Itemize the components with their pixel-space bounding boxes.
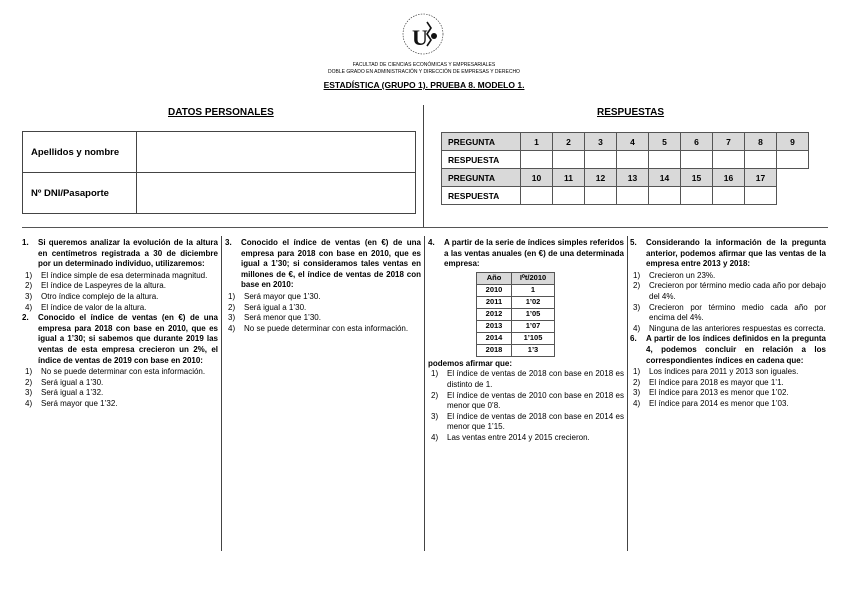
- question-1: [22, 238, 218, 270]
- question-2: [22, 313, 218, 366]
- question-number-label: 3.: [225, 238, 232, 247]
- table-cell: 2014: [477, 332, 512, 344]
- table-cell: 1’07: [512, 320, 555, 332]
- table-cell: 1’05: [512, 308, 555, 320]
- answer-cell[interactable]: [553, 151, 585, 169]
- university-logo: [400, 12, 446, 56]
- table-cell: 1’3: [512, 344, 555, 356]
- column-1: [22, 238, 218, 410]
- question-4: [428, 238, 624, 270]
- answer-cell[interactable]: [713, 187, 745, 205]
- table-cell: 1: [512, 284, 555, 296]
- column-divider: [627, 236, 628, 551]
- option-text: El índice de ventas de 2018 con base en 2014 es menor que 1’15.: [447, 411, 624, 432]
- table-header: I⁰t/2010: [512, 272, 555, 284]
- pregunta-label: PREGUNTA: [442, 133, 521, 151]
- answer-cell[interactable]: [617, 187, 649, 205]
- question-3: [225, 238, 421, 291]
- question-number: 2: [553, 133, 585, 151]
- option-text: Será igual a 1’32.: [41, 388, 104, 398]
- empty-cell: [777, 187, 809, 205]
- question-number: 3: [585, 133, 617, 151]
- question-number: 13: [617, 169, 649, 187]
- option-item: 1) El índice de ventas de 2018 con base en 2018 es distinto de 1.: [431, 369, 624, 389]
- question-stem: Si queremos analizar la evolución de la altura en centímetros registrada a 30 de diciembre por un determinado individuo, utilizaremos:: [38, 238, 218, 269]
- question-number: 14: [649, 169, 681, 187]
- answer-cell[interactable]: [521, 187, 553, 205]
- table-cell: 1’105: [512, 332, 555, 344]
- column-2: [225, 238, 421, 334]
- option-item: 3) Crecieron por término medio cada año por encima del 4%.: [633, 302, 826, 323]
- pregunta-label: PREGUNTA: [442, 169, 521, 187]
- question-number-label: 4.: [428, 238, 435, 247]
- question-number: 11: [553, 169, 585, 187]
- option-text: Será igual a 1’30.: [41, 377, 104, 387]
- option-item: 2) El índice de Laspeyres de la altura.: [25, 281, 166, 291]
- answer-cell[interactable]: [713, 151, 745, 169]
- question-continuation: podemos afirmar que:: [428, 358, 513, 368]
- option-text: El índice para 2013 es menor que 1’02.: [649, 388, 789, 398]
- option-item: 4) Ninguna de las anteriores respuestas es correcta.: [633, 323, 826, 333]
- option-text: Será menor que 1’30.: [244, 313, 321, 323]
- question-number: 6: [681, 133, 713, 151]
- question-number: 1: [521, 133, 553, 151]
- option-item: 4) Las ventas entre 2014 y 2015 crecieron.: [431, 432, 590, 442]
- answer-cell[interactable]: [649, 187, 681, 205]
- table-cell: 2011: [477, 296, 512, 308]
- question-number: 15: [681, 169, 713, 187]
- question-number: 4: [617, 133, 649, 151]
- option-item: 3) Otro índice complejo de la altura.: [25, 291, 159, 301]
- personal-data-table: [22, 131, 416, 214]
- name-label: Apellidos y nombre: [23, 132, 137, 173]
- option-text: El índice para 2018 es mayor que 1’1.: [649, 377, 784, 387]
- personal-data-title: DATOS PERSONALES: [168, 107, 274, 118]
- answer-cell[interactable]: [745, 151, 777, 169]
- answer-cell[interactable]: [681, 187, 713, 205]
- table-cell: 1’02: [512, 296, 555, 308]
- option-item: 1) Los índices para 2011 y 2013 son iguales.: [633, 367, 799, 377]
- question-number: 7: [713, 133, 745, 151]
- degree-name: DOBLE GRADO EN ADMINISTRACIÓN Y DIRECCIÓN DE EMPRESAS Y DERECHO: [328, 69, 520, 75]
- exam-title: ESTADÍSTICA (GRUPO 1). PRUEBA 8. MODELO 1.: [323, 80, 525, 90]
- option-item: 3) El índice de ventas de 2018 con base en 2014 es menor que 1’15.: [431, 411, 624, 432]
- option-text: El índice para 2014 es menor que 1’03.: [649, 398, 789, 408]
- question-number: 9: [777, 133, 809, 151]
- question-stem: A partir de los índices definidos en la pregunta 4, podemos concluir en relación a los correspondientes índices en cadena que:: [646, 334, 826, 365]
- option-text: El índice de ventas de 2018 con base en 2018 es distinto de 1.: [447, 369, 624, 389]
- table-cell: 2012: [477, 308, 512, 320]
- option-text: Será mayor que 1’32.: [41, 398, 118, 408]
- answer-cell[interactable]: [521, 151, 553, 169]
- option-item: 3) Será igual a 1’32.: [25, 388, 104, 398]
- option-item: 3) El índice para 2013 es menor que 1’02.: [633, 388, 789, 398]
- option-item: 4) Será mayor que 1’32.: [25, 398, 118, 408]
- option-text: Será mayor que 1’30.: [244, 291, 321, 301]
- table-header: Año: [477, 272, 512, 284]
- column-divider: [424, 236, 425, 551]
- option-text: Crecieron por término medio cada año por encima del 4%.: [649, 302, 826, 323]
- option-item: 4) No se puede determinar con esta información.: [228, 323, 409, 333]
- table-cell: 2013: [477, 320, 512, 332]
- question-number: 8: [745, 133, 777, 151]
- id-field[interactable]: [137, 173, 416, 214]
- option-text: Ninguna de las anteriores respuestas es correcta.: [649, 323, 826, 333]
- respuesta-label: RESPUESTA: [442, 151, 521, 169]
- question-number: 12: [585, 169, 617, 187]
- question-number: 16: [713, 169, 745, 187]
- option-text: No se puede determinar con esta información.: [244, 323, 409, 333]
- answers-table: [441, 132, 809, 205]
- answer-cell[interactable]: [681, 151, 713, 169]
- question-6: [630, 334, 826, 366]
- faculty-name: FACULTAD DE CIENCIAS ECONÓMICAS Y EMPRESARIALES: [352, 62, 496, 68]
- section-divider: [423, 105, 424, 227]
- column-4: [630, 238, 826, 410]
- option-item: 3) Será menor que 1’30.: [228, 313, 321, 323]
- empty-cell: [777, 169, 809, 187]
- name-field[interactable]: [137, 132, 416, 173]
- table-cell: 2018: [477, 344, 512, 356]
- option-item: 1) No se puede determinar con esta información.: [25, 367, 206, 377]
- question-number: 10: [521, 169, 553, 187]
- option-item: 1) El índice simple de esa determinada magnitud.: [25, 270, 208, 280]
- answer-cell[interactable]: [777, 151, 809, 169]
- svg-text:U: U: [412, 25, 428, 50]
- answer-cell[interactable]: [585, 187, 617, 205]
- question-stem: A partir de la serie de índices simples referidos a las ventas anuales (en €) de una determinada empresa:: [444, 238, 624, 269]
- option-text: Crecieron un 23%.: [649, 270, 716, 280]
- table-cell: 2010: [477, 284, 512, 296]
- question-number-label: 1.: [22, 238, 29, 247]
- question-5: [630, 238, 826, 270]
- option-item: 1) Será mayor que 1’30.: [228, 291, 321, 301]
- answer-cell[interactable]: [649, 151, 681, 169]
- index-table: [476, 272, 555, 357]
- option-text: Las ventas entre 2014 y 2015 crecieron.: [447, 432, 590, 442]
- horizontal-divider: [22, 227, 828, 228]
- column-3: [428, 238, 624, 444]
- id-label: Nº DNI/Pasaporte: [23, 173, 137, 214]
- option-text: No se puede determinar con esta información.: [41, 367, 206, 377]
- question-number-label: 6.: [630, 334, 637, 344]
- question-stem: Conocido el índice de ventas (en €) de una empresa para 2018 con base en 2010, que es igual a 1’30; si sabemos que durante 2019 las ventas de esta empresa crecieron un 2%, el índice de ventas de 2019 con base en 2010:: [38, 313, 218, 365]
- option-item: 4) El índice para 2014 es menor que 1’03.: [633, 398, 789, 408]
- option-item: 1) Crecieron un 23%.: [633, 270, 716, 280]
- option-text: Otro índice complejo de la altura.: [41, 291, 159, 301]
- answer-cell[interactable]: [745, 187, 777, 205]
- option-text: Crecieron por término medio cada año por debajo del 4%.: [649, 281, 826, 301]
- option-item: 2) Crecieron por término medio cada año por debajo del 4%.: [633, 281, 826, 301]
- answers-title: RESPUESTAS: [597, 107, 665, 118]
- column-divider: [221, 236, 222, 551]
- option-text: Los índices para 2011 y 2013 son iguales.: [649, 367, 799, 377]
- question-number: 5: [649, 133, 681, 151]
- option-text: El índice simple de esa determinada magnitud.: [41, 270, 208, 280]
- question-stem: Conocido el índice de ventas (en €) de una empresa para 2018 con base en 2010, que es igual a 1’30; si consideramos tales ventas en millones de €, el índice de ventas de 2018 con base en 2010:: [241, 238, 421, 290]
- answer-cell[interactable]: [553, 187, 585, 205]
- question-stem: Considerando la información de la pregunta anterior, podemos afirmar que las ventas de la empresa entre 2013 y 2018:: [646, 238, 826, 269]
- option-item: 2) Será igual a 1’30.: [25, 377, 104, 387]
- option-item: 2) El índice para 2018 es mayor que 1’1.: [633, 377, 784, 387]
- question-number-label: 2.: [22, 313, 29, 323]
- respuesta-label: RESPUESTA: [442, 187, 521, 205]
- option-text: El índice de ventas de 2010 con base en 2018 es menor que 0’8.: [447, 390, 624, 411]
- question-number: 17: [745, 169, 777, 187]
- option-text: El índice de Laspeyres de la altura.: [41, 281, 166, 291]
- question-number-label: 5.: [630, 238, 637, 247]
- option-item: 4) El índice de valor de la altura.: [25, 302, 147, 312]
- answer-cell[interactable]: [617, 151, 649, 169]
- option-text: El índice de valor de la altura.: [41, 302, 147, 312]
- option-item: 2) Será igual a 1’30.: [228, 302, 307, 312]
- option-text: Será igual a 1’30.: [244, 302, 307, 312]
- option-item: 2) El índice de ventas de 2010 con base en 2018 es menor que 0’8.: [431, 390, 624, 411]
- answer-cell[interactable]: [585, 151, 617, 169]
